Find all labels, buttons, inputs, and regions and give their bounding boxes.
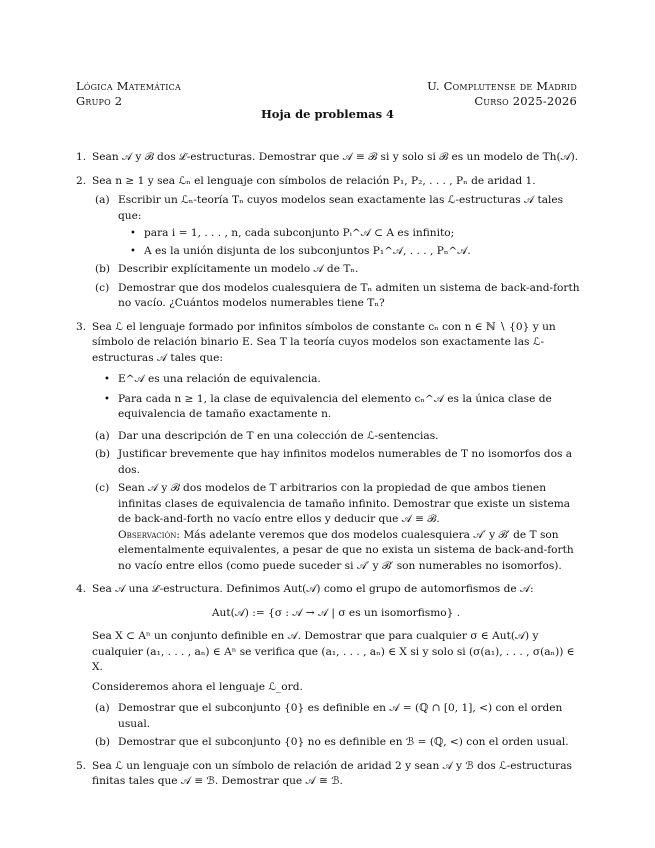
bullet-text: A es la unión disjunta de los subconjuntos P₁^𝒜, . . . , Pₙ^𝒜. (144, 244, 471, 257)
subproblem-text: Demostrar que el subconjunto {0} es definible en 𝒜 = (ℚ ∩ [0, 1], <) con el orden usual. (118, 702, 563, 730)
problem-text: Sea ℒ el lenguaje formado por infinitos símbolos de constante cₙ con n ∈ ℕ ∖ {0} y un símbolo de relación binario E. Sea T la teoría cuyos modelos son exactamente las ℒ-estructuras 𝒜 tales que: (92, 320, 556, 364)
subproblem-b (92, 447, 580, 478)
problem-4 (76, 582, 580, 751)
problem-number: 5. (76, 759, 87, 772)
observation-text: Más adelante veremos que dos modelos cualesquiera 𝒜′ y ℬ′ de T son elementalmente equivalentes, a pesar de que no exista un sistema de back-and-forth no vacío entre ellos (como puede suceder si 𝒜′ y ℬ′ son numerables no isomorfos). (118, 528, 574, 572)
subproblem-text: Sean 𝒜 y ℬ dos modelos de T arbitrarios con la propiedad de que ambos tienen infinitas clases de equivalencia de tamaño infinito. Demostrar que existe un sistema de back-and-forth no vacío entre ellos y deducir que 𝒜 ≡ ℬ. (118, 482, 571, 525)
university-name: U. Complutense de Madrid (427, 79, 577, 93)
problem-text: Sea n ≥ 1 y sea ℒₙ el lenguaje con símbolos de relación P₁, P₂, . . . , Pₙ de aridad 1. (92, 174, 536, 187)
bullet-icon: • (104, 393, 110, 405)
problem-text: Sea ℒ un lenguaje con un símbolo de relación de aridad 2 y sean 𝒜 y ℬ dos ℒ-estructuras finitas tales que 𝒜 ≡ ℬ. Demostrar que 𝒜 ≅ ℬ. (92, 759, 572, 787)
subproblem-c (92, 281, 580, 312)
problem-2 (76, 174, 580, 312)
bullet-text: Para cada n ≥ 1, la clase de equivalencia del elemento cₙ^𝒜 es la única clase de equivalencia de tamaño exactamente n. (118, 392, 552, 420)
bullet-text: E^𝒜 es una relación de equivalencia. (118, 373, 321, 385)
subproblem-text: Justificar brevemente que hay infinitos modelos numerables de T no isomorfos dos a dos. (118, 448, 573, 476)
display-formula: Aut(𝒜) := {σ : 𝒜 → 𝒜 | σ es un isomorfismo} . (211, 606, 461, 619)
subproblem-label: (b) (95, 448, 111, 460)
problem-text: Sea 𝒜 una ℒ-estructura. Definimos Aut(𝒜) como el grupo de automorfismos de 𝒜: (92, 583, 534, 595)
problem-number: 3. (76, 320, 87, 333)
problem-text: Sean 𝒜 y ℬ dos ℒ-estructuras. Demostrar que 𝒜 ≡ ℬ si y solo si ℬ es un modelo de Th(𝒜). (92, 151, 579, 163)
problem-paragraph: Sea X ⊂ Aⁿ un conjunto definible en 𝒜. Demostrar que para cualquier σ ∈ Aut(𝒜) y cualquier (a₁, . . . , aₙ) ∈ Aⁿ se verifica que (a₁, . . . , aₙ) ∈ X si y solo si (σ(a₁), . . . , σ(aₙ)) ∈ X. (92, 630, 575, 673)
subproblem-text: Dar una descripción de T en una colección de ℒ-sentencias. (118, 429, 439, 442)
subproblem-text: Escribir un ℒₙ-teoría Tₙ cuyos modelos sean exactamente las ℒ-estructuras 𝒜 tales que: (118, 194, 564, 222)
bullet-icon: • (130, 245, 136, 257)
subproblem-label: (c) (95, 281, 110, 294)
problem-number: 2. (76, 174, 87, 187)
subproblem-text: Demostrar que dos modelos cualesquiera de Tₙ admiten un sistema de back-and-forth no vacío. ¿Cuántos modelos numerables tiene Tₙ? (118, 281, 580, 309)
problem-3 (76, 320, 580, 575)
header-right (427, 79, 577, 109)
problem-list (76, 150, 580, 798)
subproblem-label: (a) (95, 429, 110, 442)
subproblem-a (92, 701, 580, 732)
subproblem-label: (b) (95, 736, 111, 748)
subproblem-b (92, 735, 580, 751)
bullet-item (118, 226, 580, 242)
bullet-item (118, 244, 580, 260)
bullet-icon: • (130, 228, 136, 239)
problem-paragraph: Consideremos ahora el lenguaje ℒ_ord. (92, 680, 303, 693)
subproblem-a (92, 193, 580, 259)
academic-year: Curso 2025-2026 (474, 94, 577, 108)
subproblem-text: Describir explícitamente un modelo 𝒜 de Tₙ. (118, 263, 359, 275)
subproblem-b (92, 262, 580, 278)
subproblem-label: (a) (95, 194, 110, 206)
page-title: Hoja de problemas 4 (260, 107, 395, 121)
problem-number: 1. (76, 151, 87, 163)
header-left (76, 79, 181, 109)
bullet-item (92, 372, 580, 388)
subproblem-a (92, 429, 580, 445)
course-name: Lógica Matemática (76, 79, 181, 93)
group-name: Grupo 2 (76, 94, 123, 108)
subproblem-text: Demostrar que el subconjunto {0} no es definible en ℬ = (ℚ, <) con el orden usual. (118, 736, 569, 748)
bullet-item (92, 392, 580, 423)
observation-title: Observación: (118, 528, 180, 541)
problem-number: 4. (76, 583, 87, 595)
subproblem-c (92, 481, 580, 574)
subproblem-label: (a) (95, 702, 110, 714)
subproblem-label: (c) (95, 482, 110, 494)
observation (118, 528, 580, 575)
subproblem-label: (b) (95, 263, 111, 275)
problem-5 (76, 759, 580, 790)
bullet-text: para i = 1, . . . , n, cada subconjunto Pᵢ^𝒜 ⊂ A es infinito; (144, 227, 455, 239)
problem-1 (76, 150, 580, 166)
bullet-icon: • (104, 374, 110, 385)
